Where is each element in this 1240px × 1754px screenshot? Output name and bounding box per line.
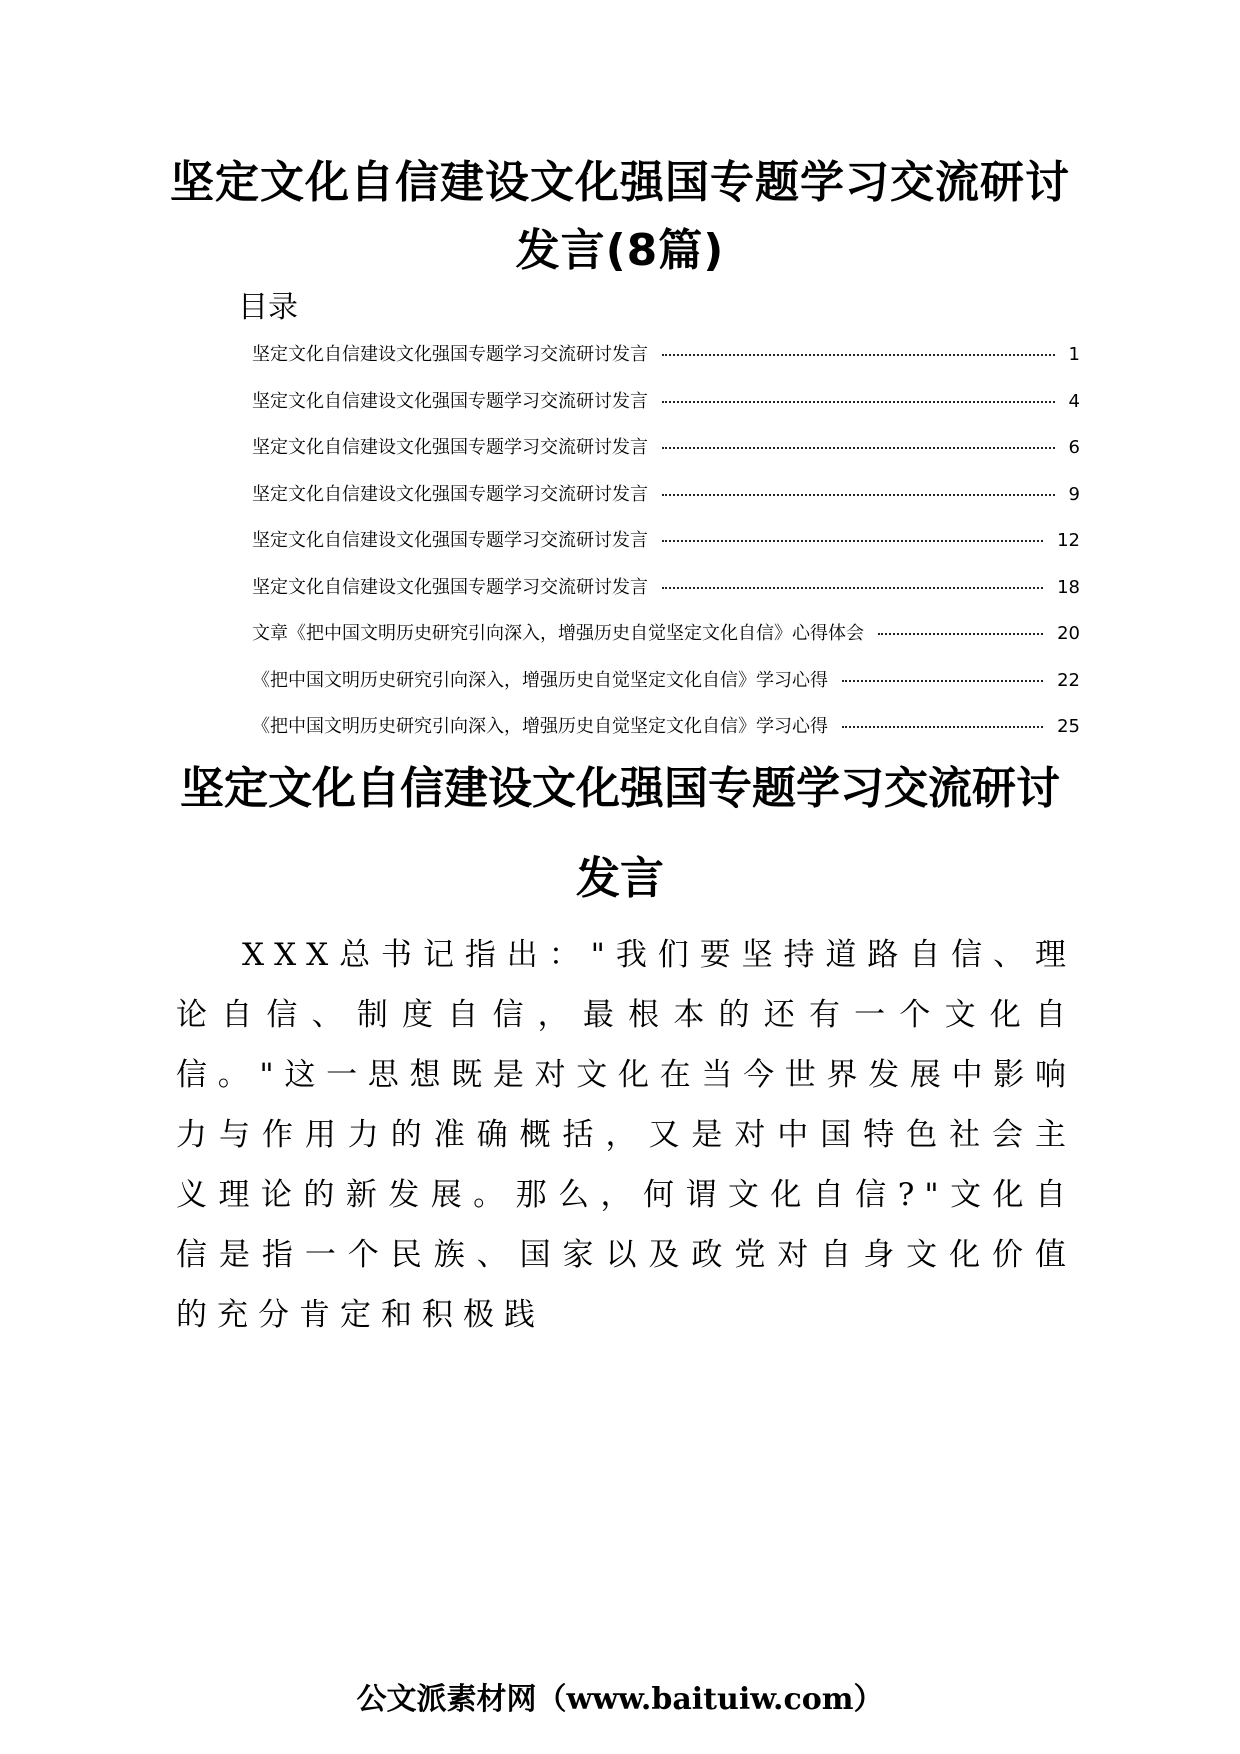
toc-entry[interactable] — [252, 526, 1080, 573]
toc-dot-leader — [842, 680, 1043, 682]
section-title-line-2: 发言 — [576, 853, 664, 904]
body-paragraph: XXX总书记指出："我们要坚持道路自信、理论自信、制度自信，最根本的还有一个文化自信。"这一思想既是对文化在当今世界发展中影响力与作用力的准确概括，又是对中国特色社会主义理论的新发展。那么，何谓文化自信?"文化自信是指一个民族、国家以及政党对自身文化价值的充分肯定和积极践 — [176, 937, 1076, 1333]
toc-entry-page: 9 — [1068, 483, 1080, 505]
toc-dot-leader — [842, 726, 1043, 728]
toc-entry-title: 文章《把中国文明历史研究引向深入，增强历史自觉坚定文化自信》心得体会 — [252, 623, 864, 644]
toc-entry[interactable] — [252, 573, 1080, 620]
toc-dot-leader — [662, 494, 1055, 496]
document-title-line-2: 发言(8篇) — [515, 225, 725, 276]
toc-dot-leader — [662, 540, 1043, 542]
toc-heading: 目录 — [238, 290, 298, 325]
section-title-line-1: 坚定文化自信建设文化强国专题学习交流研讨 — [180, 763, 1060, 814]
toc-entry-page: 22 — [1057, 669, 1080, 691]
toc-entry-page: 1 — [1068, 344, 1080, 365]
toc-entry[interactable] — [252, 712, 1080, 759]
toc-dot-leader — [662, 354, 1055, 356]
toc-entry-page: 12 — [1057, 530, 1080, 551]
toc-dot-leader — [662, 401, 1055, 403]
document-title-line-1: 坚定文化自信建设文化强国专题学习交流研讨 — [170, 157, 1070, 208]
toc-entry-page: 4 — [1068, 390, 1080, 412]
toc-entry-title: 《把中国文明历史研究引向深入，增强历史自觉坚定文化自信》学习心得 — [252, 669, 828, 691]
toc-entry-title: 坚定文化自信建设文化强国专题学习交流研讨发言 — [252, 530, 648, 551]
toc-entry[interactable] — [252, 666, 1080, 713]
toc-entry-page: 18 — [1057, 576, 1080, 598]
toc-entry-title: 坚定文化自信建设文化强国专题学习交流研讨发言 — [252, 483, 648, 505]
toc-entry-page: 6 — [1068, 437, 1080, 458]
toc-entry[interactable] — [252, 433, 1080, 480]
table-of-contents — [252, 340, 1080, 759]
toc-entry[interactable] — [252, 619, 1080, 666]
toc-entry-title: 坚定文化自信建设文化强国专题学习交流研讨发言 — [252, 344, 648, 365]
toc-entry-title: 坚定文化自信建设文化强国专题学习交流研讨发言 — [252, 390, 648, 412]
footer-source: 公文派素材网（www.baituiw.com） — [356, 1682, 884, 1717]
toc-entry-page: 20 — [1057, 623, 1080, 644]
toc-entry-title: 坚定文化自信建设文化强国专题学习交流研讨发言 — [252, 437, 648, 458]
toc-dot-leader — [662, 587, 1043, 589]
toc-dot-leader — [878, 633, 1043, 635]
toc-entry[interactable] — [252, 340, 1080, 387]
toc-entry-page: 25 — [1057, 716, 1080, 737]
toc-entry[interactable] — [252, 387, 1080, 434]
toc-entry-title: 《把中国文明历史研究引向深入，增强历史自觉坚定文化自信》学习心得 — [252, 716, 828, 737]
toc-dot-leader — [662, 447, 1055, 449]
toc-entry-title: 坚定文化自信建设文化强国专题学习交流研讨发言 — [252, 576, 648, 598]
toc-entry[interactable] — [252, 480, 1080, 527]
